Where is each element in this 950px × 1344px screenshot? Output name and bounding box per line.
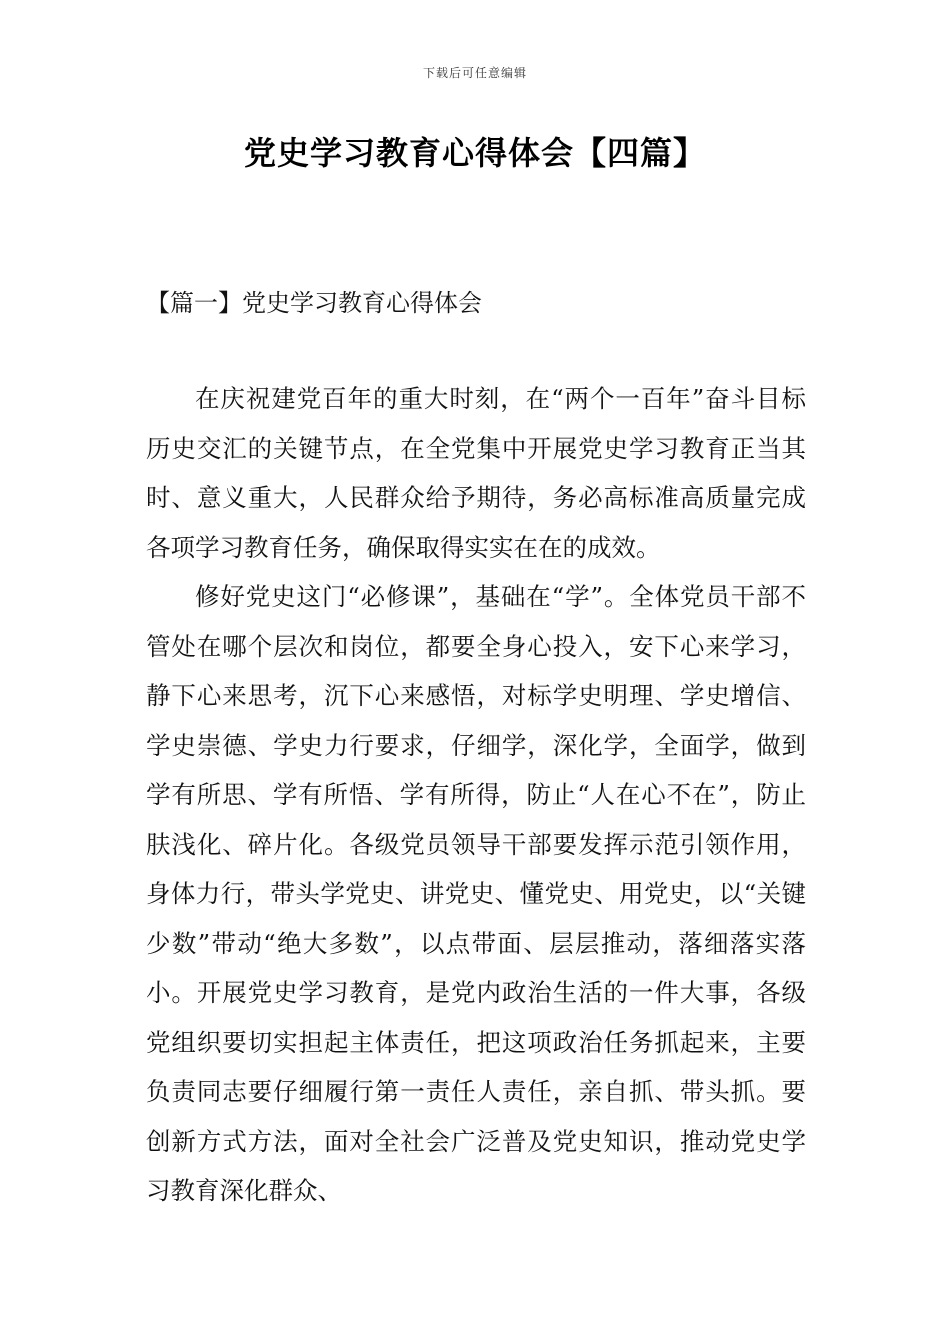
body-text bbox=[146, 374, 806, 1216]
header-note: 下载后可任意编辑 bbox=[422, 66, 527, 80]
paragraph: 在庆祝建党百年的重大时刻，在“两个一百年”奋斗目标历史交汇的关键节点，在全党集中开展党史学习教育正当其时、意义重大，人民群众给予期待，务必高标准高质量完成各项学习教育任务，确保取得实实在在的成效。 bbox=[146, 384, 806, 562]
document-title: 党史学习教育心得体会【四篇】 bbox=[243, 134, 706, 172]
paragraph: 修好党史这门“必修课”，基础在“学”。全体党员干部不管处在哪个层次和岗位，都要全身心投入，安下心来学习，静下心来思考，沉下心来感悟，对标学史明理、学史增信、学史崇德、学史力行要求，仔细学，深化学，全面学，做到学有所思、学有所悟、学有所得，防止“人在心不在”，防止肤浅化、碎片化。各级党员领导干部要发挥示范引领作用，身体力行，带头学党史、讲党史、懂党史、用党史，以“关键少数”带动“绝大多数”，以点带面、层层推动，落细落实落小。开展党史学习教育，是党内政治生活的一件大事，各级党组织要切实担起主体责任，把这项政治任务抓起来，主要负责同志要仔细履行第一责任人责任，亲自抓、带头抓。要创新方式方法，面对全社会广泛普及党史知识，推动党史学习教育深化群众、 bbox=[146, 582, 806, 1205]
section-heading: 【篇一】党史学习教育心得体会 bbox=[146, 289, 482, 317]
